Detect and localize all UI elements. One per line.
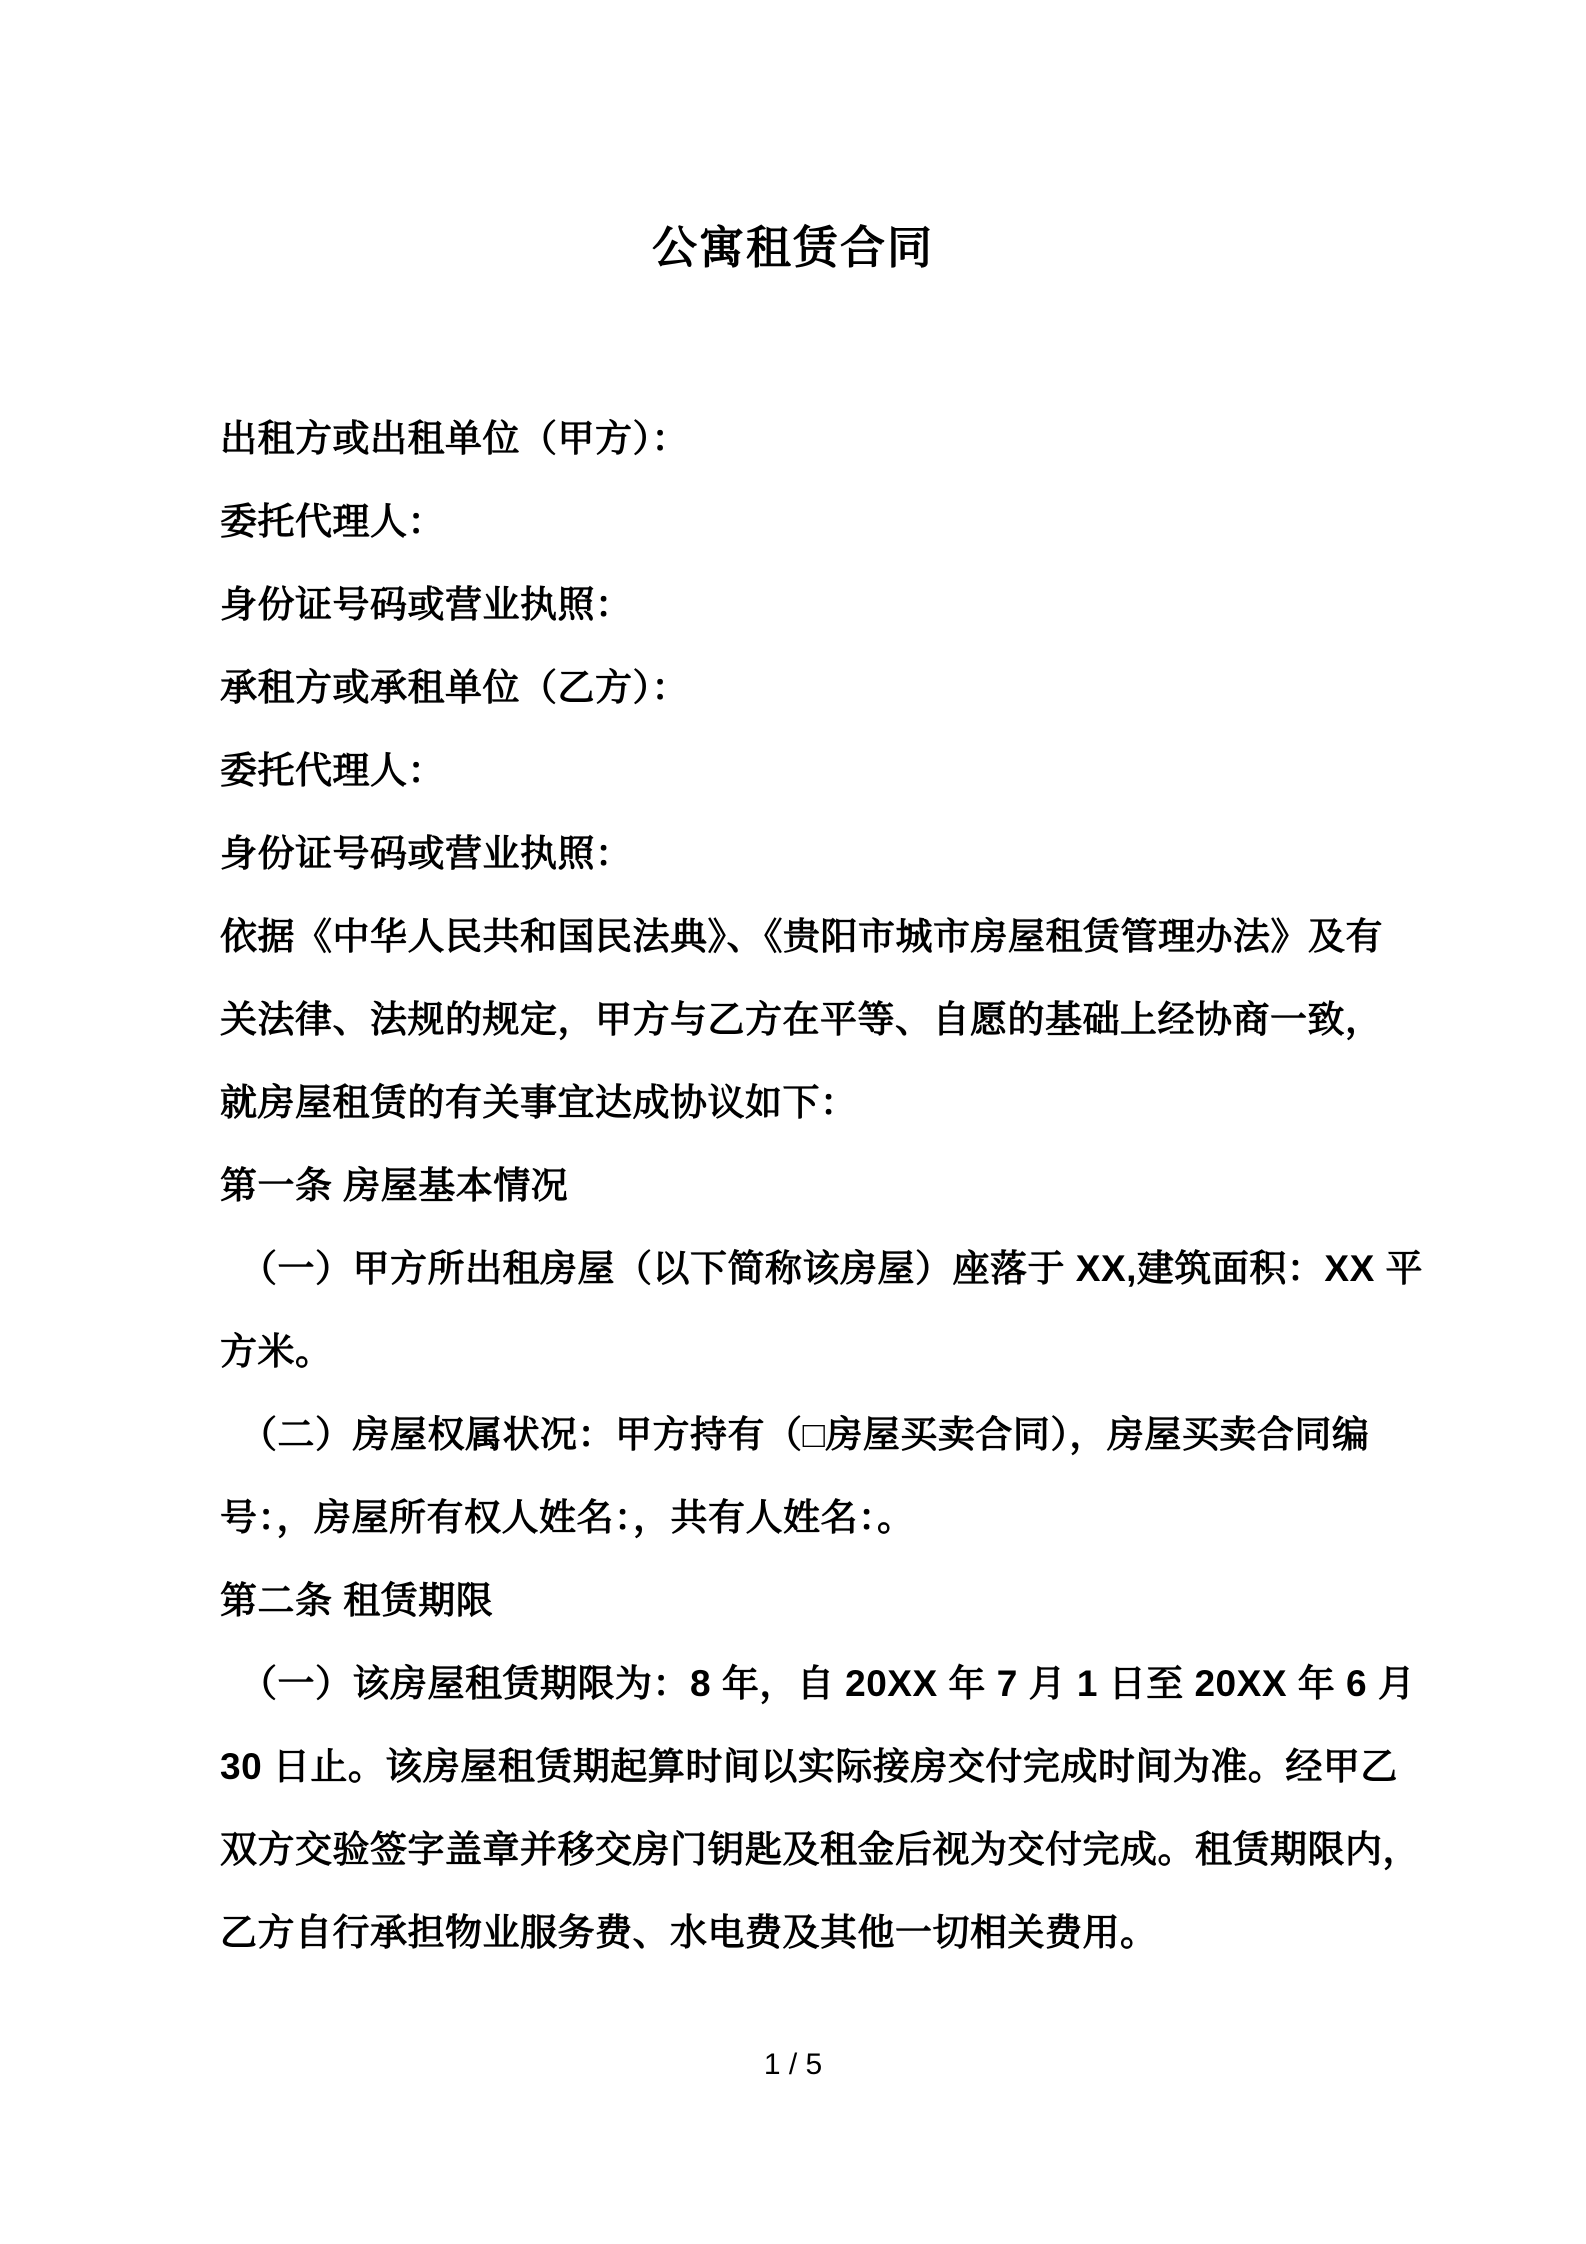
document-line: 乙方自行承担物业服务费、水电费及其他一切相关费用。 [220,1912,1158,1953]
document-line: 号：，房屋所有权人姓名：，共有人姓名：。 [220,1497,915,1538]
document-line: 身份证号码或营业执照： [220,833,633,874]
document-line: 依据《中华人民共和国民法典》、《贵阳市城市房屋租赁管理办法》及有 [220,916,1383,957]
page-number: 1 / 5 [763,2048,823,2081]
document-line: 第一条 房屋基本情况 [220,1165,569,1206]
document-line: 委托代理人： [220,501,445,542]
document-line: （一）甲方所出租房屋（以下简称该房屋）座落于 XX,建筑面积：XX 平 [240,1248,1424,1289]
document-line: （二）房屋权属状况：甲方持有（□房屋买卖合同），房屋买卖合同编 [240,1414,1370,1455]
document-line: 出租方或出租单位（甲方）： [220,418,689,459]
document-body [220,397,1424,1974]
document-line: 承租方或承租单位（乙方）： [220,667,689,708]
document-line: 方米。 [220,1331,333,1372]
document-line: 身份证号码或营业执照： [220,584,633,625]
document-line: 第二条 租赁期限 [220,1580,494,1621]
document-line: 委托代理人： [220,750,445,791]
document-line: 双方交验签字盖章并移交房门钥匙及租金后视为交付完成。租赁期限内， [220,1829,1420,1870]
document-title: 公寓租赁合同 [651,222,934,273]
document-line: 30 日止。该房屋租赁期起算时间以实际接房交付完成时间为准。经甲乙 [220,1746,1398,1787]
document-line: （一）该房屋租赁期限为：8 年，自 20XX 年 7 月 1 日至 20XX 年 6 月 [240,1663,1416,1704]
document-line: 就房屋租赁的有关事宜达成协议如下： [220,1082,858,1123]
document-line: 关法律、法规的规定，甲方与乙方在平等、自愿的基础上经协商一致， [220,999,1383,1040]
